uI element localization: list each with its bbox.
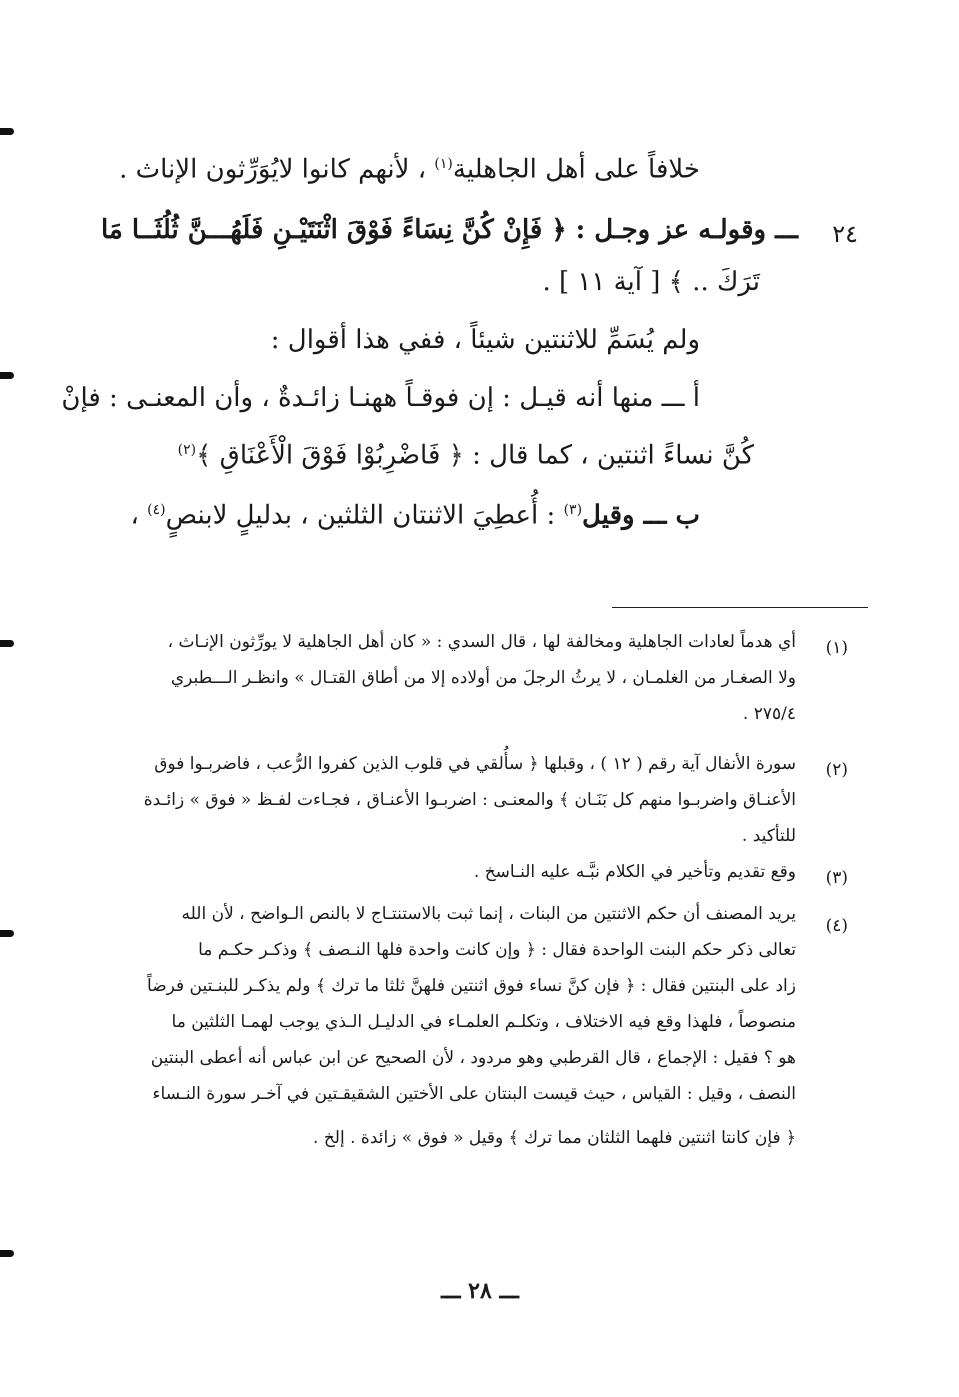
- margin-mark: [0, 640, 14, 647]
- footnote-ref-3: (٣): [563, 502, 583, 518]
- footnote-ref-1: (١): [434, 156, 453, 172]
- page-number: ـــ ٢٨ ـــ: [441, 1278, 519, 1304]
- margin-mark: [0, 1250, 14, 1257]
- ba-line-text: : أُعطِيَ الاثنتان الثلثين ، بدليلٍ لابنصٍ: [165, 500, 556, 531]
- ba-line-label: ب ـــ وقيل: [582, 500, 700, 531]
- footnote-4-line-2: تعالى ذكر حكم البنت الواحدة فقال : ﴿ وإن كانت واحدة فلها النـصف ﴾ وذكـر حكـم ما: [198, 940, 796, 960]
- item-24-line-2: [480, 262, 760, 302]
- footnote-4-line-5: هو ؟ فقيل : الإجماع ، قال القرطبي وهو مردود ، لأن الصحيح عن ابن عباس أنه أعطى البنتين: [150, 1048, 796, 1068]
- footnote-4-line-6: النصف ، وقيل : القياس ، حيث قيست البنتان على الأختين الشقيقـتين في آخـر سورة النـساء: [152, 1084, 796, 1104]
- footnote-4-line-3: زاد على البنتين فقال : ﴿ فإن كنَّ نساء فوق اثنتين فلهنَّ ثلثا ما ترك ﴾ ولم يذكـر للبنـتين فرضاً: [147, 976, 796, 996]
- main-line-no-name: [270, 320, 700, 360]
- footnote-1-line-1: أي هدماً لعادات الجاهلية ومخالفة لها ، قال السدي : « كان أهل الجاهلية لا يورِّثون الإنـاث ،: [167, 632, 796, 652]
- footnote-1-line-3: ٢٧٥/٤ .: [742, 704, 796, 724]
- footnote-2-line-3: للتأكيد .: [741, 826, 796, 846]
- item-24-line-2-text: تَرَكَ .. ﴾ [ آية ١١ ] .: [542, 267, 760, 297]
- footnote-1-line-2: ولا الصغـار من الغلمـان ، لا يرثُ الرجلَ من أولاده إلا من أطاق القتـال » وانظـر الـــطبري: [170, 668, 796, 688]
- footnote-2-line-2: الأعنـاق واضربـوا منهم كل بَنَـان ﴾ والمعنـى : اضربـوا الأعنـاق ، فجـاءت لفـظ « فوق » زائـدة: [143, 790, 796, 810]
- alif-line-2-text: كُنَّ نساءً اثنتين ، كما قال : ﴿ فَاضْرِبُوْا فَوْقَ الْأَعْنَاقِ ﴾: [196, 440, 754, 471]
- footnote-number-4: (٤): [825, 916, 848, 936]
- margin-mark: [0, 372, 14, 379]
- margin-mark: [0, 128, 14, 135]
- item-24-line-1-text: ـــ وقولـه عز وجـل : ﴿ فَإِنْ كُنَّ نِسَاءً فَوْقَ اثْنَتَيْـنِ فَلَهُـــنَّ ثُلُثَــا مَا: [100, 215, 798, 245]
- footnote-ref-4: (٤): [147, 502, 166, 518]
- ba-line: [112, 490, 700, 536]
- alif-line-1: [61, 378, 700, 418]
- footnote-4-line-4: منصوصاً ، فلهذا وقع فيه الاختلاف ، وتكلـم العلمـاء في الدليـل الـذي يوجب لهمـا الثلثين ما: [171, 1012, 796, 1032]
- margin-mark: [0, 930, 14, 937]
- alif-line-1-text: أ ـــ منها أنه قيـل : إن فوقـاً ههنـا زائـدةٌ ، وأن المعنـى : فإنْ: [61, 383, 700, 413]
- item-24-line-1: [100, 210, 798, 250]
- footnote-4-line-1: يريد المصنف أن حكم الاثنتين من البنات ، إنما ثبت بالاستنتـاج لا بالنص الـواضح ، لأن الله: [181, 904, 796, 924]
- main-line-1-text: خلافاً على أهل الجاهلية: [452, 154, 700, 185]
- main-line-1-rest: ، لأنهم كانوا لايُوَرِّثون الإناث .: [119, 154, 427, 185]
- main-line-1: [119, 144, 700, 190]
- footnote-2-line-1: سورة الأنفال آية رقم ( ١٢ ) ، وقبلها ﴿ سأُلقي في قلوب الذين كفروا الرُّعب ، فاضربـوا فوق: [154, 754, 796, 774]
- footnote-number-2: (٢): [825, 760, 848, 780]
- footnote-ref-2: (٢): [177, 442, 197, 458]
- footnote-4-line-7: ﴿ فإن كانتا اثنتين فلهما الثلثان مما ترك ﴾ وقيل « فوق » زائدة . إلخ .: [313, 1128, 796, 1148]
- alif-line-2: [177, 430, 754, 476]
- footnote-separator: [612, 607, 868, 608]
- ba-line-comma: ،: [130, 500, 139, 531]
- footnote-number-3: (٣): [825, 868, 848, 888]
- item-24-number: ٢٤: [832, 220, 858, 248]
- footnote-3-line-1: وقع تقديم وتأخير في الكلام نبَّـه عليه النـاسخ .: [473, 862, 796, 882]
- main-line-no-name-text: ولم يُسَمِّ للاثنتين شيئاً ، ففي هذا أقوال :: [270, 325, 700, 355]
- footnote-number-1: (١): [825, 638, 848, 658]
